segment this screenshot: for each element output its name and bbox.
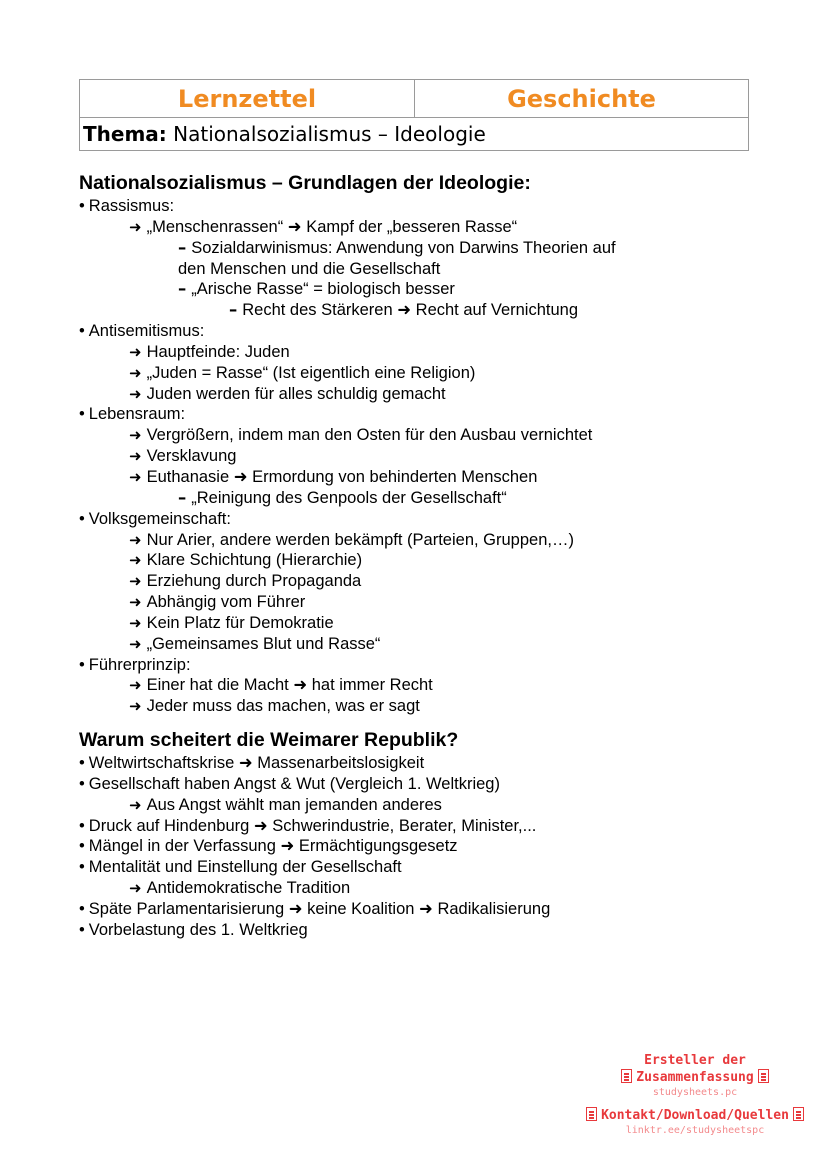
item-text: Rassismus:	[88, 197, 175, 215]
sub-item	[79, 217, 779, 238]
clipboard-icon	[586, 1107, 597, 1121]
item-text: „Reinigung des Genpools der Gesellschaft“	[191, 488, 507, 507]
bullet-item	[79, 509, 779, 530]
document-icon	[621, 1069, 632, 1083]
arrow-right-icon: ➜	[129, 795, 142, 814]
dash-icon: –	[178, 279, 187, 299]
section2-heading: Warum scheitert die Weimarer Republik?	[79, 729, 459, 752]
section2-list	[79, 753, 779, 941]
topic-label: Thema:	[83, 122, 167, 146]
sub-item	[79, 530, 779, 551]
bullet-icon: •	[79, 322, 85, 341]
item-text: Klare Schichtung (Hierarchie)	[146, 551, 363, 570]
credits-line2: Zusammenfassung	[636, 1070, 754, 1085]
bullet-icon: •	[79, 920, 85, 939]
item-text: Gesellschaft haben Angst & Wut (Vergleich 1. Weltkrieg)	[88, 774, 500, 793]
sub-item	[79, 488, 779, 509]
item-text: „Gemeinsames Blut und Rasse“	[146, 634, 381, 653]
dash-icon: –	[229, 300, 238, 320]
bullet-item	[79, 816, 779, 837]
item-text: den Menschen und die Gesellschaft	[178, 259, 441, 278]
item-text: Einer hat die Macht ➜ hat immer Recht	[146, 676, 433, 695]
topic-row	[80, 118, 749, 151]
arrow-right-icon: ➜	[129, 426, 142, 445]
item-text: Recht des Stärkeren ➜ Recht auf Vernichtung	[242, 301, 579, 320]
topic-value: Nationalsozialismus – Ideologie	[173, 122, 486, 146]
sub-item	[79, 384, 779, 405]
sub-item	[79, 613, 779, 634]
arrow-right-icon: ➜	[129, 467, 142, 486]
item-text: Antidemokratische Tradition	[146, 879, 351, 898]
item-text: Weltwirtschaftskrise ➜ Massenarbeitslosigkeit	[88, 754, 425, 773]
header-right-title: Geschichte	[415, 80, 749, 118]
arrow-right-icon: ➜	[129, 447, 142, 466]
credits-handle: studysheets.pc	[652, 1087, 738, 1098]
bullet-icon: •	[79, 754, 85, 773]
item-text: Versklavung	[146, 447, 237, 466]
sub-item	[79, 238, 779, 259]
bullet-item	[79, 899, 779, 920]
sub-item	[79, 550, 779, 571]
credits-block	[580, 1052, 810, 1137]
item-text: Erziehung durch Propaganda	[146, 572, 362, 591]
item-text: Sozialdarwinismus: Anwendung von Darwins Theorien auf	[191, 238, 616, 257]
arrow-right-icon: ➜	[129, 697, 142, 716]
bullet-item	[79, 774, 779, 795]
header-left-title: Lernzettel	[80, 80, 415, 118]
item-text: Kein Platz für Demokratie	[146, 613, 334, 632]
bullet-icon: •	[79, 858, 85, 877]
sub-item	[79, 592, 779, 613]
clipboard-icon	[793, 1107, 804, 1121]
item-text: „Juden = Rasse“ (Ist eigentlich eine Religion)	[146, 363, 476, 382]
sub-item	[79, 467, 779, 488]
bullet-item	[79, 196, 779, 217]
arrow-right-icon: ➜	[129, 551, 142, 570]
bullet-item	[79, 321, 779, 342]
item-text: „Arische Rasse“ = biologisch besser	[191, 280, 455, 299]
sub-item	[79, 696, 779, 717]
item-text: Volksgemeinschaft:	[88, 509, 231, 528]
bullet-item	[79, 753, 779, 774]
item-text: Antisemitismus:	[88, 322, 205, 341]
item-text: Mentalität und Einstellung der Gesellschaft	[88, 858, 402, 877]
bullet-item	[79, 836, 779, 857]
arrow-right-icon: ➜	[129, 593, 142, 612]
item-text: Abhängig vom Führer	[146, 593, 306, 612]
item-text: Juden werden für alles schuldig gemacht	[146, 384, 446, 403]
section1-heading: Nationalsozialismus – Grundlagen der Ideologie:	[79, 172, 531, 194]
sub-item	[79, 259, 779, 280]
sub-item	[79, 634, 779, 655]
arrow-right-icon: ➜	[129, 676, 142, 695]
bullet-icon: •	[79, 197, 85, 215]
dash-icon: –	[178, 237, 187, 257]
sub-item	[79, 795, 779, 816]
arrow-right-icon: ➜	[129, 613, 142, 632]
bullet-icon: •	[79, 405, 85, 424]
document-icon	[758, 1069, 769, 1083]
item-text: Späte Parlamentarisierung ➜ keine Koalition ➜ Radikalisierung	[88, 900, 551, 918]
header-table	[79, 79, 749, 151]
dash-icon: –	[178, 487, 187, 507]
sub-item	[79, 300, 779, 321]
arrow-right-icon: ➜	[129, 879, 142, 898]
item-text: Jeder muss das machen, was er sagt	[146, 697, 420, 716]
item-text: Mängel in der Verfassung ➜ Ermächtigungsgesetz	[88, 837, 458, 856]
arrow-right-icon: ➜	[129, 634, 142, 653]
arrow-right-icon: ➜	[129, 384, 142, 403]
item-text: Druck auf Hindenburg ➜ Schwerindustrie, Berater, Minister,...	[88, 816, 537, 835]
sub-item	[79, 571, 779, 592]
arrow-right-icon: ➜	[129, 342, 142, 361]
arrow-right-icon: ➜	[129, 363, 142, 382]
credits-link[interactable]: linktr.ee/studysheetspc	[625, 1125, 765, 1136]
arrow-right-icon: ➜	[129, 572, 142, 591]
item-text: Euthanasie ➜ Ermordung von behinderten Menschen	[146, 467, 538, 486]
bullet-icon: •	[79, 509, 85, 528]
arrow-right-icon: ➜	[129, 530, 142, 549]
sub-item	[79, 446, 779, 467]
credits-line3[interactable]: Kontakt/Download/Quellen	[601, 1108, 789, 1123]
item-text: Aus Angst wählt man jemanden anderes	[146, 795, 442, 814]
bullet-item	[79, 920, 779, 941]
sub-item	[79, 675, 779, 696]
notes-body	[79, 170, 779, 941]
section1-list	[79, 196, 779, 717]
bullet-item	[79, 404, 779, 425]
sub-item	[79, 342, 779, 363]
item-text: Führerprinzip:	[88, 655, 191, 674]
item-text: „Menschenrassen“ ➜ Kampf der „besseren Rasse“	[146, 217, 518, 236]
bullet-icon: •	[79, 774, 85, 793]
credits-line3-row[interactable]	[580, 1107, 810, 1124]
bullet-item	[79, 655, 779, 676]
credits-line1: Ersteller der	[644, 1053, 746, 1068]
bullet-icon: •	[79, 816, 85, 835]
bullet-icon: •	[79, 837, 85, 856]
item-text: Vergrößern, indem man den Osten für den Ausbau vernichtet	[146, 426, 593, 445]
sub-item	[79, 279, 779, 300]
item-text: Hauptfeinde: Juden	[146, 342, 290, 361]
credits-line2-row	[580, 1069, 810, 1086]
item-text: Lebensraum:	[88, 405, 186, 424]
item-text: Nur Arier, andere werden bekämpft (Parteien, Gruppen,…)	[146, 530, 574, 549]
bullet-icon: •	[79, 655, 85, 674]
sub-item	[79, 878, 779, 899]
sub-item	[79, 363, 779, 384]
bullet-item	[79, 857, 779, 878]
sub-item	[79, 425, 779, 446]
arrow-right-icon: ➜	[129, 217, 142, 236]
bullet-icon: •	[79, 900, 85, 918]
item-text: Vorbelastung des 1. Weltkrieg	[88, 920, 308, 939]
